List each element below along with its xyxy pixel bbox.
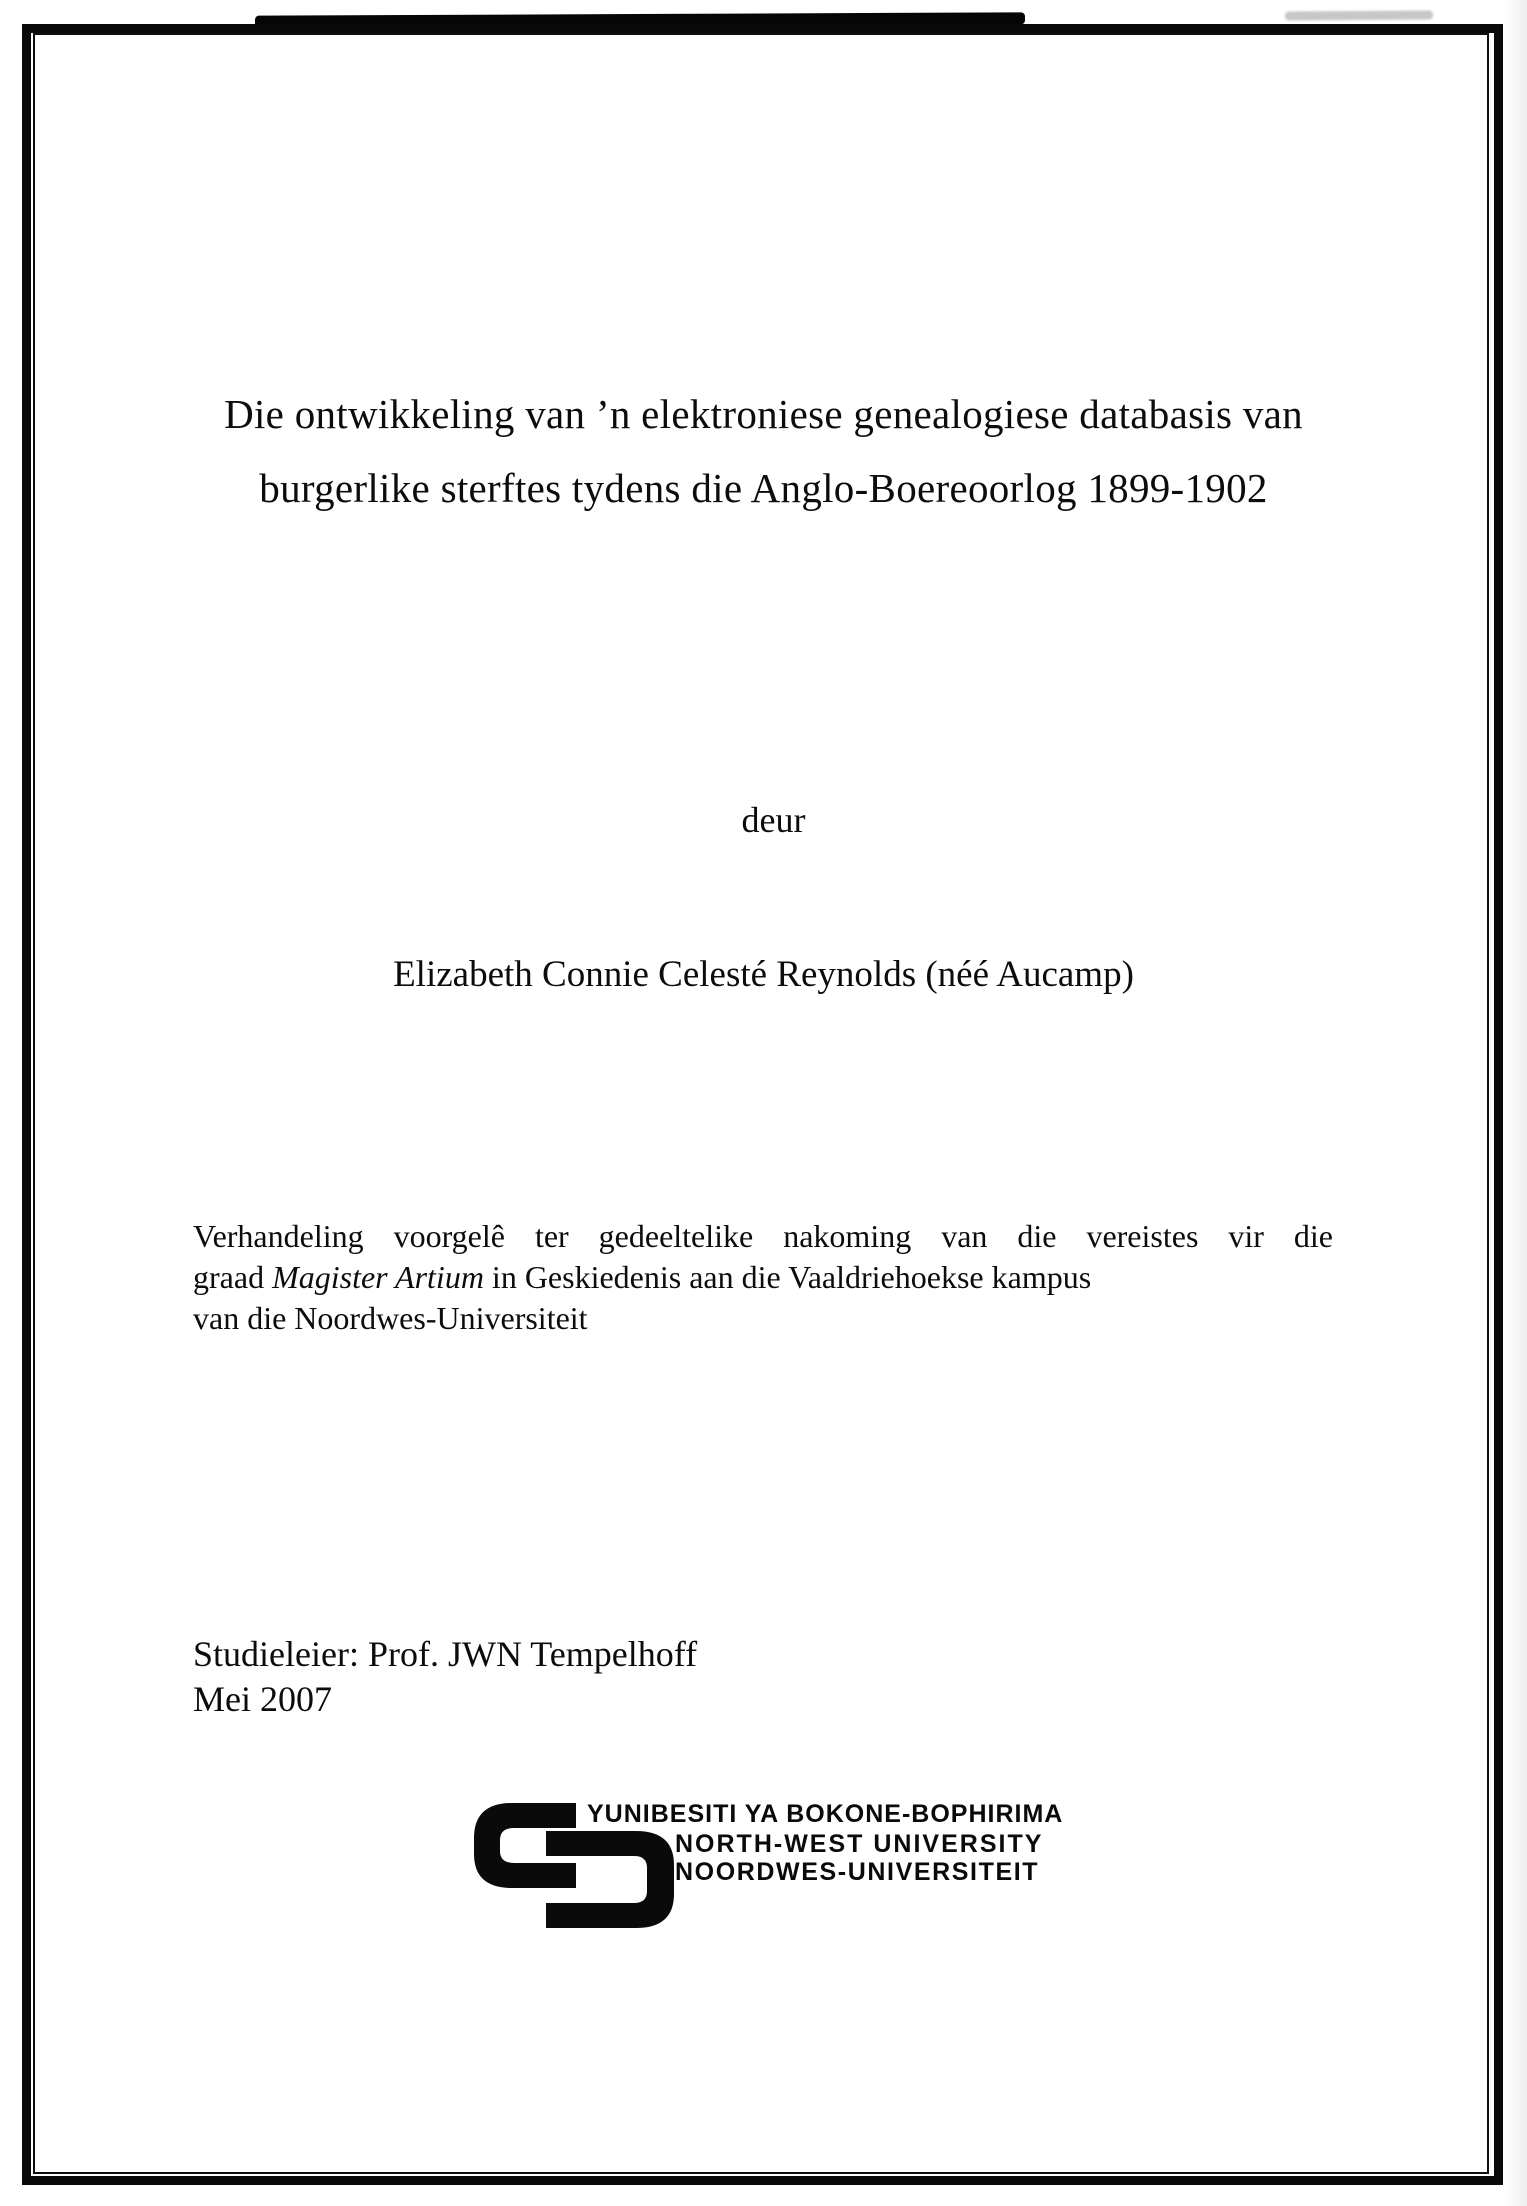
statement-line-2-prefix: graad — [193, 1259, 273, 1295]
statement-line-3: van die Noordwes-Universiteit — [193, 1300, 588, 1336]
author-name: Elizabeth Connie Celesté Reynolds (néé Aucamp) — [393, 954, 1134, 995]
statement-degree-name-italic: Magister Artium — [272, 1259, 484, 1295]
supervisor-block — [193, 1632, 697, 1722]
date-line: Mei 2007 — [193, 1679, 332, 1719]
submission-statement — [193, 1216, 1333, 1339]
byline-label: deur — [741, 800, 806, 840]
statement-line-2-suffix: in Geskiedenis aan die Vaaldriehoekse kampus — [483, 1259, 1092, 1295]
logo-text-setswana: YUNIBESITI YA BOKONE-BOPHIRIMA — [587, 1800, 1064, 1828]
page-title-line-1: Die ontwikkeling van ’n elektroniese genealogiese databasis van — [224, 391, 1303, 437]
university-logo — [470, 1798, 1110, 1948]
page-title-line-2: burgerlike sterftes tydens die Anglo-Boereoorlog 1899-1902 — [259, 465, 1268, 511]
scan-shadow-right-edge — [1505, 0, 1527, 2206]
statement-line-1: Verhandeling voorgelê ter gedeeltelike nakoming van die vereistes vir die — [193, 1218, 1333, 1254]
scan-artifact-top-right-smudge — [1285, 10, 1433, 20]
logo-text-afrikaans: NOORDWES-UNIVERSITEIT — [675, 1858, 1040, 1886]
statement-line-2 — [193, 1257, 1333, 1298]
supervisor-line: Studieleier: Prof. JWN Tempelhoff — [193, 1634, 698, 1674]
logo-text-english: NORTH-WEST UNIVERSITY — [675, 1830, 1044, 1858]
